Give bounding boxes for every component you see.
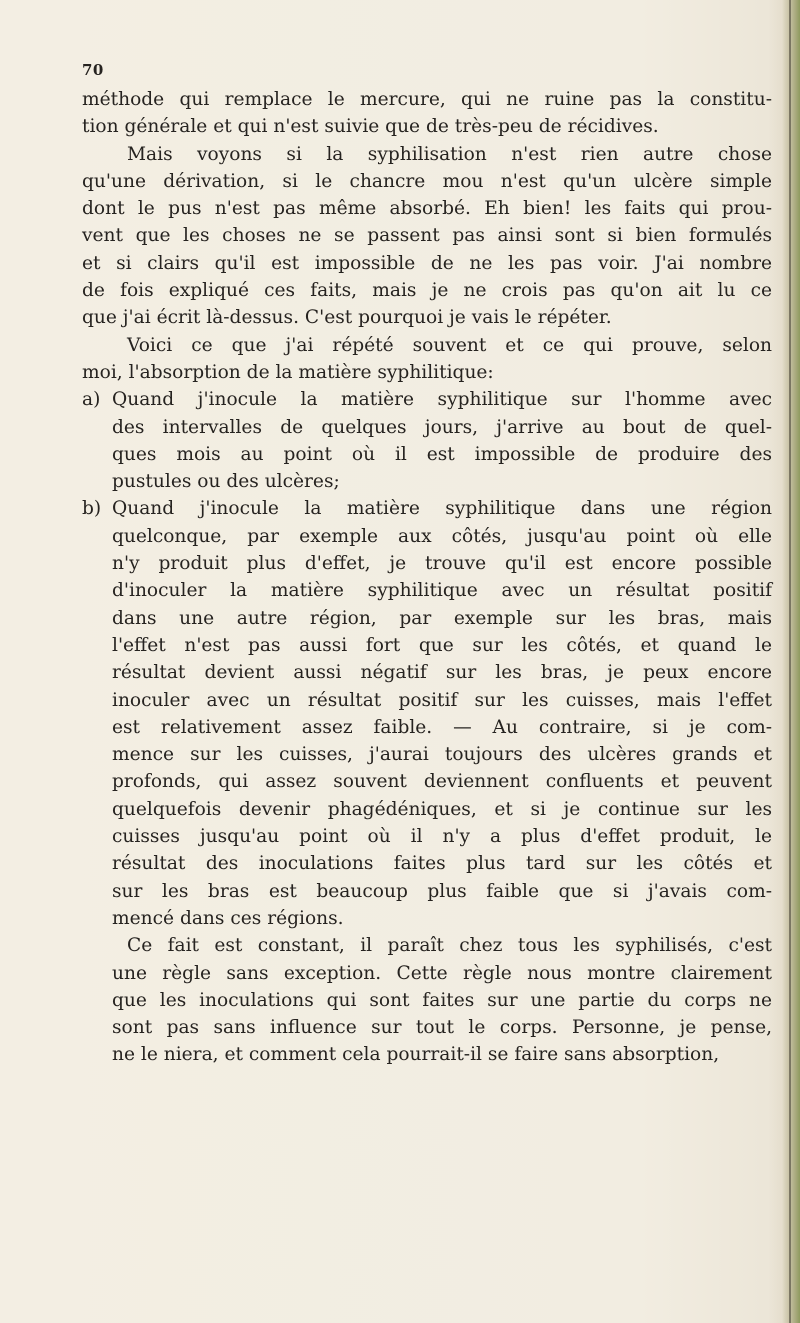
text-line: Quand j'inocule la matière syphilitique dans une région: [112, 498, 772, 520]
text-line: sur les bras est beaucoup plus faible que si j'avais com-: [112, 880, 772, 902]
text-line: cuisses jusqu'au point où il n'y a plus d'effet produit, le: [112, 826, 772, 848]
text-line: est relativement assez faible. — Au contraire, si je com-: [112, 716, 772, 738]
page-edge-shadow: [782, 0, 800, 1323]
text-line: dont le pus n'est pas même absorbé. Eh bien! les faits qui prou-: [82, 198, 772, 220]
text-line: résultat des inoculations faites plus tard sur les côtés et: [112, 853, 772, 875]
text-line: résultat devient aussi négatif sur les bras, je peux encore: [112, 662, 772, 684]
list-item-b: [82, 495, 772, 522]
text-line: et si clairs qu'il est impossible de ne les pas voir. J'ai nombre: [82, 252, 772, 274]
text-line: quelconque, par exemple aux côtés, jusqu'au point où elle: [112, 525, 772, 547]
text-line: quelquefois devenir phagédéniques, et si je continue sur les: [112, 798, 772, 820]
page-edge-line: [789, 0, 791, 1323]
text-line: dans une autre région, par exemple sur les bras, mais: [112, 607, 772, 629]
list-marker: b): [82, 498, 102, 520]
text-line: moi, l'absorption de la matière syphilitique:: [82, 361, 494, 383]
text-line: Quand j'inocule la matière syphilitique sur l'homme avec: [112, 389, 772, 411]
text-line: l'effet n'est pas aussi fort que sur les côtés, et quand le: [112, 634, 772, 656]
text-line: une règle sans exception. Cette règle nous montre clairement: [112, 962, 772, 984]
text-line: Voici ce que j'ai répété souvent et ce qui prouve, selon: [127, 334, 772, 356]
text-line: ne le niera, et comment cela pourrait-il se faire sans absorption,: [112, 1044, 720, 1066]
text-line: sont pas sans influence sur tout le corps. Personne, je pense,: [112, 1017, 772, 1039]
text-line: profonds, qui assez souvent deviennent confluents et peuvent: [112, 771, 772, 793]
text-line: des intervalles de quelques jours, j'arrive au bout de quel-: [112, 416, 772, 438]
text-line: de fois expliqué ces faits, mais je ne crois pas qu'on ait lu ce: [82, 280, 772, 302]
text-line: mence sur les cuisses, j'aurai toujours des ulcères grands et: [112, 744, 772, 766]
text-line: mencé dans ces régions.: [112, 907, 344, 929]
list-marker: a): [82, 389, 101, 411]
text-line: que les inoculations qui sont faites sur une partie du corps ne: [112, 989, 772, 1011]
page-number: 70: [82, 61, 104, 79]
text-line: d'inoculer la matière syphilitique avec un résultat positif: [112, 580, 772, 602]
text-line: tion générale et qui n'est suivie que de très-peu de récidives.: [82, 116, 659, 138]
text-line: Mais voyons si la syphilisation n'est rien autre chose: [127, 143, 772, 165]
text-line: Ce fait est constant, il paraît chez tous les syphilisés, c'est: [127, 935, 772, 957]
text-line: inoculer avec un résultat positif sur les cuisses, mais l'effet: [112, 689, 772, 711]
text-line: méthode qui remplace le mercure, qui ne ruine pas la constitu-: [82, 89, 772, 110]
text-line: qu'une dérivation, si le chancre mou n'est qu'un ulcère simple: [82, 170, 772, 192]
body-text: [82, 86, 772, 1069]
text-line: n'y produit plus d'effet, je trouve qu'il est encore possible: [112, 553, 772, 575]
text-line: ques mois au point où il est impossible de produire des: [112, 443, 772, 465]
text-line: pustules ou des ulcères;: [112, 471, 340, 493]
list-item-a: [82, 386, 772, 413]
text-line: que j'ai écrit là-dessus. C'est pourquoi je vais le répéter.: [82, 307, 612, 329]
text-line: vent que les choses ne se passent pas ainsi sont si bien formulés: [82, 225, 772, 247]
